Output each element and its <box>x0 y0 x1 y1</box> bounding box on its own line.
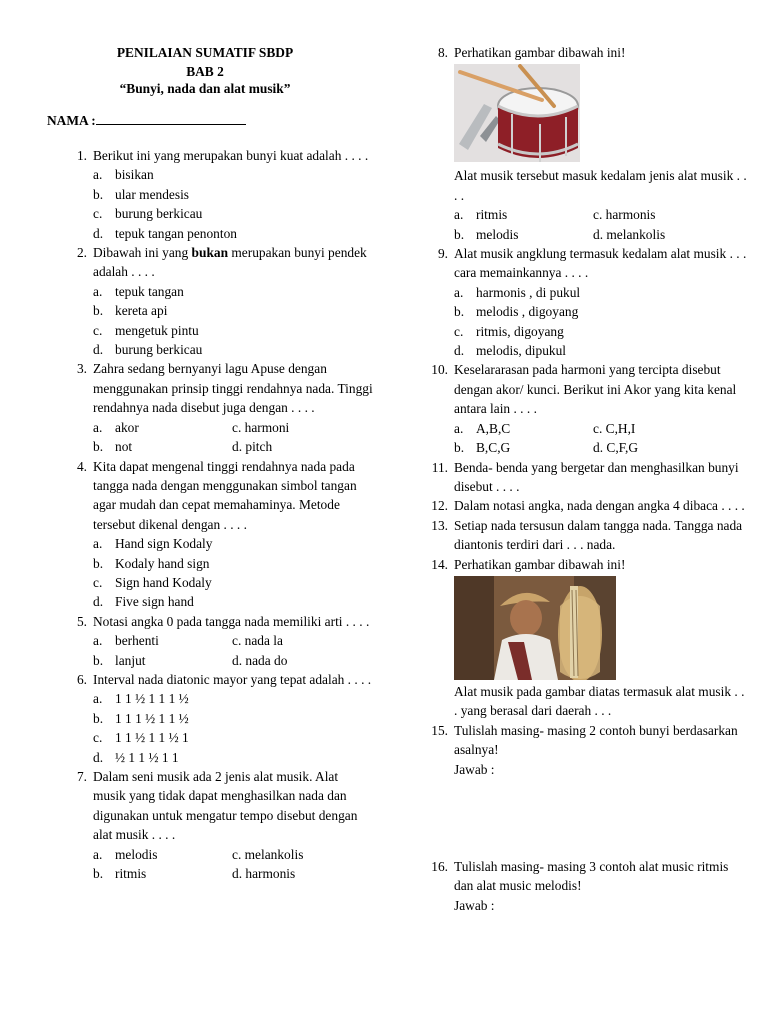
name-field <box>47 111 246 130</box>
option: c. mengetuk pintu <box>93 322 199 338</box>
option: a. 1 1 ½ 1 1 1 ½ <box>93 691 189 707</box>
question-6 <box>66 670 374 767</box>
question-number: 1. <box>76 148 87 163</box>
option: b. B,C,G <box>454 440 511 456</box>
question-number: 6. <box>76 671 87 687</box>
question-3 <box>66 359 374 456</box>
question-followup: Alat musik tersebut masuk kedalam jenis alat musik . . . . <box>454 168 747 203</box>
option: d. harmonis <box>232 866 296 882</box>
answer-label: Jawab : <box>454 761 495 777</box>
option: c. burung berkicau <box>93 206 203 222</box>
question-7 <box>66 767 374 883</box>
question-number: 3. <box>76 361 87 377</box>
question-followup: Alat musik pada gambar diatas termasuk alat musik . . . yang berasal dari daerah . . . <box>454 683 745 719</box>
option: d. C,F,G <box>593 440 639 456</box>
name-blank-line[interactable] <box>96 112 246 125</box>
option: a. A,B,C <box>454 420 511 436</box>
question-number: 16. <box>431 858 448 874</box>
question-number: 8. <box>437 45 448 60</box>
option: a. Hand sign Kodaly <box>93 536 213 552</box>
option: d. tepuk tangan penonton <box>93 225 237 241</box>
option: b. not <box>93 439 133 455</box>
option: b. ular mendesis <box>93 186 190 202</box>
option: b. 1 1 1 ½ 1 1 ½ <box>93 710 189 726</box>
name-label: NAMA : <box>47 113 96 128</box>
question-1 <box>66 146 374 243</box>
question-10 <box>427 360 749 457</box>
question-text: Kita dapat mengenal tinggi rendahnya nada pada tangga nada dengan menggunakan simbol tangan agar mudah dan cepat memahaminya. Metode tersebut dikenal dengan . . . . <box>93 458 357 532</box>
answer-label: Jawab : <box>454 897 495 913</box>
question-text: Interval nada diatonic mayor yang tepat adalah . . . . <box>93 671 372 687</box>
option: b. Kodaly hand sign <box>93 555 210 571</box>
question-text: Berikut ini yang merupakan bunyi kuat adalah . . . . <box>93 148 369 163</box>
option: a. harmonis , di pukul <box>454 284 581 300</box>
question-text: Tulislah masing- masing 3 contoh alat music ritmis dan alat music melodis! <box>454 858 729 894</box>
option: a. bisikan <box>93 167 154 183</box>
question-11 <box>427 458 749 497</box>
question-13 <box>427 516 749 555</box>
option: a. melodis <box>93 846 158 862</box>
option: c. C,H,I <box>593 420 636 436</box>
option: c. nada la <box>232 633 283 649</box>
answer-space[interactable] <box>454 779 749 857</box>
question-number: 9. <box>437 246 448 262</box>
question-text: Alat musik angklung termasuk kedalam alat musik . . . cara memainkannya . . . . <box>454 246 747 281</box>
question-number: 2. <box>76 245 87 261</box>
sasando-player-image <box>454 576 616 680</box>
question-text: Tulislah masing- masing 2 contoh bunyi berdasarkan asalnya! <box>454 722 738 758</box>
question-text: Dalam seni musik ada 2 jenis alat musik. Alat musik yang tidak dapat menghasilkan nada dan digunakan untuk mengatur tempo disebut dengan alat musik . . . . <box>93 769 358 843</box>
question-number: 12. <box>431 498 448 514</box>
option: c. melankolis <box>232 846 304 862</box>
question-text: Notasi angka 0 pada tangga nada memiliki arti . . . . <box>93 613 370 629</box>
option: c. 1 1 ½ 1 1 ½ 1 <box>93 730 189 746</box>
question-16 <box>427 857 749 915</box>
option: b. melodis <box>454 226 519 242</box>
title-line-3: “Bunyi, nada dan alat musik” <box>119 81 291 96</box>
question-14 <box>427 555 749 721</box>
question-4 <box>66 457 374 612</box>
question-number: 11. <box>431 459 448 475</box>
option: c. harmonis <box>593 207 656 223</box>
question-text: Setiap nada tersusun dalam tangga nada. Tangga nada diantonis terdiri dari . . . nada. <box>454 517 743 553</box>
title-line-1: PENILAIAN SUMATIF SBDP <box>116 45 294 60</box>
question-text: Dalam notasi angka, nada dengan angka 4 dibaca . . . . <box>454 498 745 514</box>
option: a. berhenti <box>93 633 159 649</box>
snare-drum-image <box>454 64 580 162</box>
question-number: 4. <box>76 458 87 474</box>
option: d. melankolis <box>593 226 666 242</box>
option: b. kereta api <box>93 303 168 319</box>
question-text: Benda- benda yang bergetar dan menghasilkan bunyi disebut . . . . <box>454 459 739 494</box>
question-number: 14. <box>431 556 448 572</box>
left-column <box>66 146 374 883</box>
question-9 <box>427 244 749 360</box>
question-5 <box>66 612 374 670</box>
question-text: Keselararasan pada harmoni yang tercipta disebut dengan akor/ kunci. Berikut ini Akor yang kita kenal antara lain . . . . <box>454 362 737 417</box>
option: d. pitch <box>232 439 273 455</box>
question-number: 10. <box>431 362 448 378</box>
option: c. harmoni <box>232 419 290 435</box>
option: d. nada do <box>232 652 288 668</box>
option: a. akor <box>93 419 139 435</box>
question-12 <box>427 496 749 515</box>
question-number: 13. <box>431 517 448 533</box>
right-column <box>427 43 749 915</box>
question-8 <box>427 43 749 244</box>
option: d. melodis, dipukul <box>454 343 567 359</box>
option: c. Sign hand Kodaly <box>93 574 212 590</box>
question-number: 7. <box>76 769 87 784</box>
option: d. burung berkicau <box>93 342 203 358</box>
question-15 <box>427 721 749 857</box>
option: a. ritmis <box>454 207 508 223</box>
option: b. ritmis <box>93 866 147 882</box>
question-text: Perhatikan gambar dibawah ini! <box>454 556 626 572</box>
option: b. lanjut <box>93 652 146 668</box>
question-2 <box>66 243 374 359</box>
question-text: Zahra sedang bernyanyi lagu Apuse dengan menggunakan prinsip tinggi rendahnya nada. Tinggi rendahnya nada disebut juga dengan . . . . <box>93 361 373 416</box>
title-line-2: BAB 2 <box>186 64 224 79</box>
option: b. melodis , digoyang <box>454 304 579 320</box>
question-text: Dibawah ini yang bukan merupakan bunyi pendek adalah . . . . <box>93 245 367 280</box>
option: c. ritmis, digoyang <box>454 323 564 339</box>
option: d. Five sign hand <box>93 594 194 610</box>
option: d. ½ 1 1 ½ 1 1 <box>93 749 179 765</box>
option: a. tepuk tangan <box>93 283 184 299</box>
question-number: 15. <box>431 722 448 738</box>
question-number: 5. <box>76 613 87 629</box>
question-text: Perhatikan gambar dibawah ini! <box>454 45 626 60</box>
